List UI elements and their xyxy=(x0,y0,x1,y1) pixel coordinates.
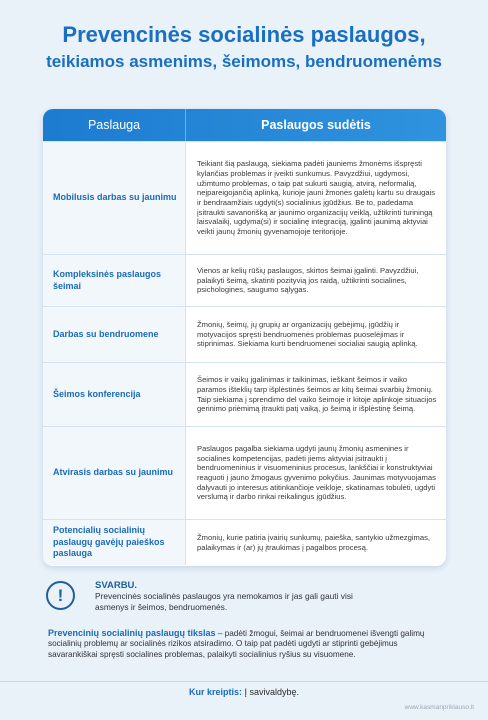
contact-text: Į savivaldybę. xyxy=(241,687,300,697)
table-row xyxy=(43,254,446,306)
service-description: Žmonių, šeimų, jų grupių ar organizacijų gebėjimų, įgūdžių ir motyvacijos spręsti bendruomenės problemas puoselėjimas ir stiprinimas. Siekiama kurti bendruomenei socialiai saugią aplinką. xyxy=(197,319,418,349)
service-name: Šeimos konferencija xyxy=(43,363,186,426)
header-composition: Paslaugos sudėtis xyxy=(261,118,371,132)
service-description: Paslaugos pagalba siekiama ugdyti jaunų žmonių asmenines ir socialines kompetencijas, padėti jiems aktyviai įsitraukti į bendruomeninius ir visuomeninius procesus, lankščiai ir konstruktyviai reaguoti į jauno žmogaus gyvenimo pokyčius. Jaunimas motyvuojamas dalyvauti jo interesus atitinkančioje veikloje, skatinamas tobulėti, ugdyti verslumą ir darbo rinkai reikalingus įgūdžius. xyxy=(197,443,436,502)
service-description: Šeimos ir vaikų įgalinimas ir taikinimas, ieškant šeimos ir vaiko paramos išteklių tarp išplėstinės šeimos ar kitų šeimai svarbių žmonių. Taip siekiama į sprendimo del vaiko šeimoje ir kitoje aplinkoje situacijos gerinimo priėmimą įtraukti patį vaiką, jo šeimą ir išplėstinę šeimą. xyxy=(197,375,437,414)
service-description: Teikiant šią paslaugą, siekiama padėti jauniems žmonėms išspręsti kylančias problemas ir įveikti sunkumus. Pavyzdžiui, ugdymosi, užimtumo problemas, o taip pat sukurti saugią, atvirą, neformalią, neįpareigojančią aplinką, kurioje jauni žmonės galėtų kartu su draugais ir bendraamžiais ugdyti(s) socialinius įgūdžius. Be to, padedama įsitraukti savanorišką ar jaunimo organizacijų veiklą, užtikrinti turiningą laisvalaikį, ugdyma(si) ir socialinę integraciją, įgalinti jaunimą aktyviai veikti jaunų žmonių gyvenamojoje teritorijoje. xyxy=(197,159,436,237)
table-row xyxy=(43,306,446,362)
service-name: Kompleksinės paslaugos šeimai xyxy=(43,255,186,306)
services-table xyxy=(43,109,446,566)
contact-label: Kur kreiptis: xyxy=(188,687,242,697)
website-link[interactable]: www.kasmanpriklauso.lt xyxy=(404,704,474,711)
page-title xyxy=(0,0,488,72)
important-body: Prevencinės socialinės paslaugos yra nemokamos ir jas gali gauti visi asmenys ir šeimos, bendruomenės. xyxy=(95,591,353,612)
service-description: Žmonių, kurie patiria įvairių sunkumų, paieška, santykio užmezgimas, palaikymas ir (ar) jų įtraukimas į pagalbos procesą. xyxy=(197,532,430,552)
title-line-1: Prevencinės socialinės paslaugos, xyxy=(62,22,426,47)
goal-text: – padėti žmogui, šeimai ar bendruomenei išvengti galimų socialinių problemų ar socialinės rizikos atsiradimo. O taip pat padėti ugdyti ar stiprinti gebėjimus savarankiškai spręsti socialines problemas, palaikyti socialinius ryšius su visuomene. xyxy=(48,629,425,659)
service-name: Potencialių socialinių paslaugų gavėjų paieškos paslauga xyxy=(43,520,186,565)
service-name: Mobilusis darbas su jaunimu xyxy=(43,142,186,254)
table-header xyxy=(43,109,446,141)
service-description: Vienos ar kelių rūšių paslaugos, skirtos šeimai įgalinti. Pavyzdžiui, palaikyti šeimą, skatinti pozityvią jos raidą, užtikrinti socialines, psichologines, saugumo sąlygas. xyxy=(197,265,419,295)
contact-line xyxy=(0,687,488,697)
table-row xyxy=(43,141,446,254)
title-line-2: teikiamos asmenims, šeimoms, bendruomenėms xyxy=(46,52,442,71)
divider xyxy=(0,681,488,682)
table-row xyxy=(43,426,446,519)
header-service: Paslauga xyxy=(43,109,186,141)
important-label: SVARBU. xyxy=(95,580,138,591)
goal-title: Prevencinių socialinių paslaugų tikslas xyxy=(48,628,216,638)
table-row xyxy=(43,519,446,565)
exclamation-icon: ! xyxy=(46,581,75,610)
important-note xyxy=(46,580,365,612)
service-name: Atvirasis darbas su jaunimu xyxy=(43,427,186,519)
important-text xyxy=(95,580,365,612)
goal-paragraph xyxy=(48,628,443,660)
table-row xyxy=(43,362,446,426)
service-name: Darbas su bendruomene xyxy=(43,307,186,362)
